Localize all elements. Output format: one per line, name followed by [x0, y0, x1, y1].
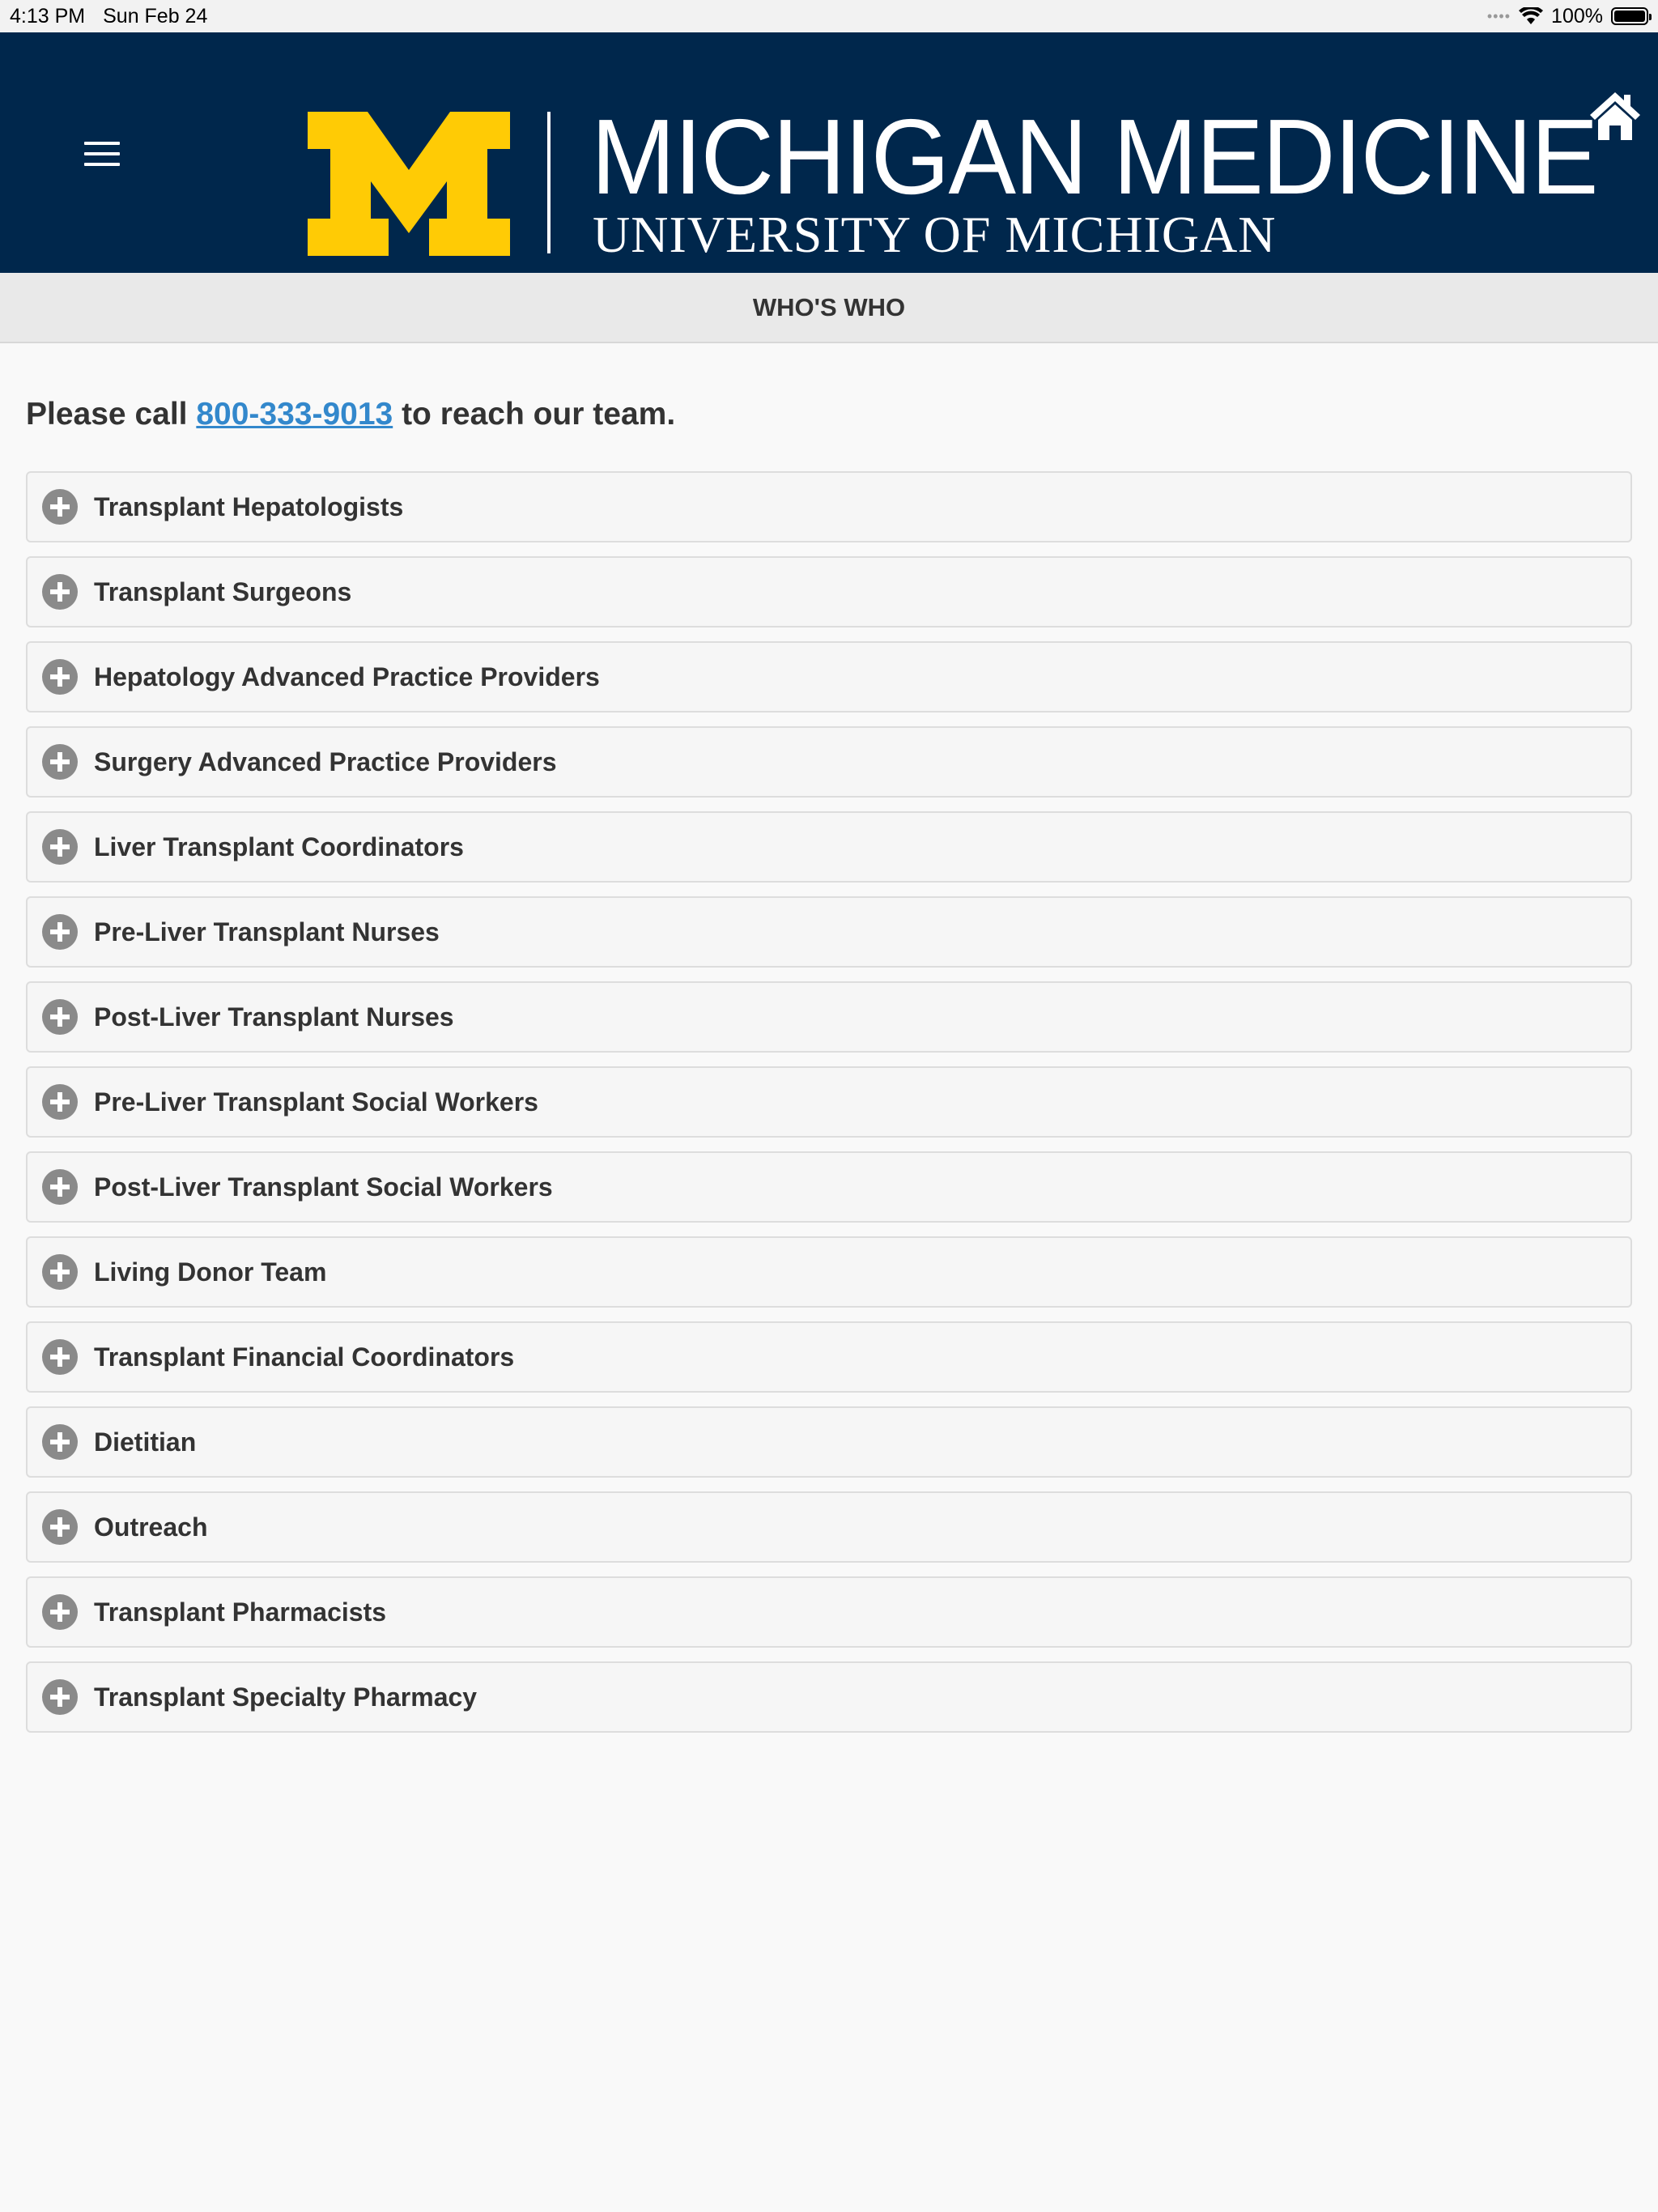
accordion-label: Pre-Liver Transplant Nurses	[94, 917, 440, 946]
plus-circle-icon	[42, 489, 78, 525]
plus-circle-icon	[42, 1509, 78, 1545]
accordion-label: Transplant Financial Coordinators	[94, 1342, 515, 1372]
accordion-item-post-liver-social-workers[interactable]	[26, 1151, 1632, 1223]
accordion-item-liver-transplant-coordinators[interactable]	[26, 811, 1632, 883]
accordion-label: Dietitian	[94, 1427, 197, 1457]
battery-percent: 100%	[1551, 4, 1603, 28]
accordion-label: Transplant Specialty Pharmacy	[94, 1682, 478, 1712]
plus-circle-icon	[42, 1084, 78, 1120]
phone-link[interactable]: 800-333-9013	[196, 397, 393, 432]
accordion-item-transplant-surgeons[interactable]	[26, 556, 1632, 627]
accordion-item-hepatology-app[interactable]	[26, 641, 1632, 713]
home-icon[interactable]	[1588, 91, 1642, 141]
status-bar	[0, 0, 1658, 32]
plus-circle-icon	[42, 1594, 78, 1630]
block-m-icon	[308, 112, 510, 256]
accordion-label: Outreach	[94, 1512, 208, 1542]
logo-subtitle: UNIVERSITY OF MICHIGAN	[593, 206, 1277, 263]
app-header	[0, 32, 1658, 273]
status-time: 4:13 PM	[10, 4, 86, 28]
plus-circle-icon	[42, 1254, 78, 1290]
accordion-item-transplant-hepatologists[interactable]	[26, 471, 1632, 542]
accordion-label: Post-Liver Transplant Nurses	[94, 1002, 454, 1032]
wifi-icon	[1519, 7, 1543, 25]
plus-circle-icon	[42, 659, 78, 695]
team-accordion	[26, 471, 1632, 1746]
intro-text	[26, 397, 675, 432]
logo-title: MICHIGAN MEDICINE	[591, 97, 1597, 216]
accordion-item-dietitian[interactable]	[26, 1406, 1632, 1478]
accordion-item-pre-liver-nurses[interactable]	[26, 896, 1632, 968]
plus-circle-icon	[42, 1424, 78, 1460]
hamburger-menu-icon[interactable]	[84, 142, 120, 166]
plus-circle-icon	[42, 914, 78, 950]
accordion-item-financial-coordinators[interactable]	[26, 1321, 1632, 1393]
accordion-label: Pre-Liver Transplant Social Workers	[94, 1087, 538, 1117]
intro-suffix: to reach our team.	[402, 397, 676, 432]
plus-circle-icon	[42, 1169, 78, 1205]
accordion-label: Post-Liver Transplant Social Workers	[94, 1172, 553, 1202]
michigan-medicine-logo	[308, 79, 1597, 263]
plus-circle-icon	[42, 829, 78, 865]
status-date: Sun Feb 24	[103, 4, 208, 28]
battery-icon	[1611, 7, 1648, 25]
accordion-label: Surgery Advanced Practice Providers	[94, 747, 557, 776]
signal-dots-icon: ••••	[1486, 7, 1511, 24]
plus-circle-icon	[42, 744, 78, 780]
plus-circle-icon	[42, 1679, 78, 1715]
accordion-item-outreach[interactable]	[26, 1491, 1632, 1563]
accordion-label: Transplant Pharmacists	[94, 1597, 387, 1627]
accordion-item-pre-liver-social-workers[interactable]	[26, 1066, 1632, 1138]
accordion-label: Hepatology Advanced Practice Providers	[94, 661, 600, 691]
accordion-label: Transplant Surgeons	[94, 576, 352, 606]
page-title: WHO'S WHO	[0, 273, 1658, 343]
accordion-label: Transplant Hepatologists	[94, 491, 404, 521]
accordion-item-transplant-pharmacists[interactable]	[26, 1576, 1632, 1648]
plus-circle-icon	[42, 1339, 78, 1375]
accordion-item-surgery-app[interactable]	[26, 726, 1632, 798]
accordion-item-living-donor-team[interactable]	[26, 1236, 1632, 1308]
accordion-item-post-liver-nurses[interactable]	[26, 981, 1632, 1053]
accordion-item-specialty-pharmacy[interactable]	[26, 1661, 1632, 1733]
intro-prefix: Please call	[26, 397, 188, 432]
accordion-label: Liver Transplant Coordinators	[94, 832, 464, 861]
logo-divider	[547, 112, 551, 253]
plus-circle-icon	[42, 999, 78, 1035]
plus-circle-icon	[42, 574, 78, 610]
accordion-label: Living Donor Team	[94, 1257, 327, 1287]
